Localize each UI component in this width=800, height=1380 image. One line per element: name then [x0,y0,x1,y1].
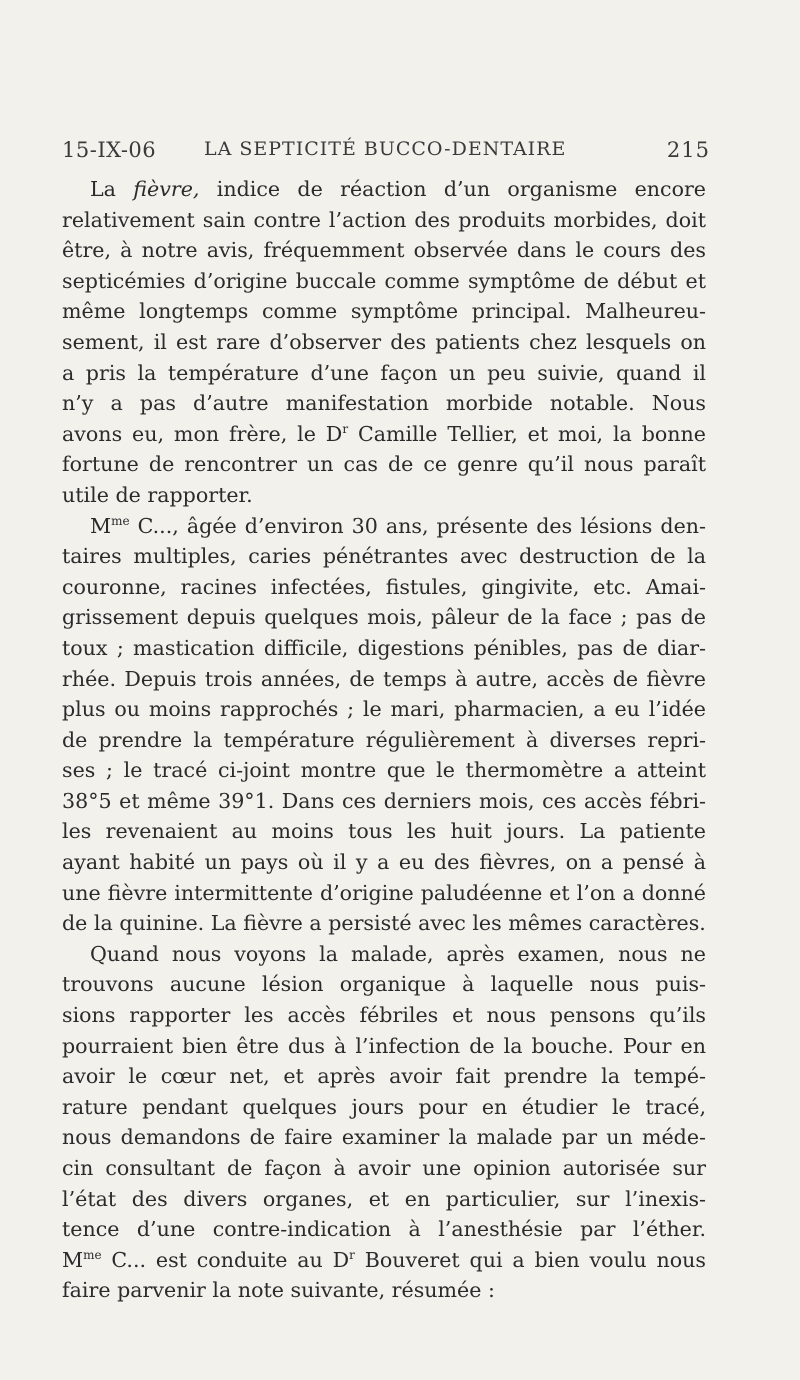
italic-word: fièvre, [133,177,200,201]
text-line: n’y a pas d’autre manifestation morbide notable. Nous [62,391,706,416]
text-line: trouvons aucune lésion organique à laquelle nous puis- [62,972,706,997]
paragraph-1 [62,174,706,511]
text-line: nous demandons de faire examiner la malade par un méde- [62,1125,706,1150]
text-line: plus ou moins rapprochés ; le mari, pharmacien, a eu l’idée [62,697,706,722]
text-line: ses ; le tracé ci-joint montre que le thermomètre a atteint [62,758,706,783]
text-line: rhée. Depuis trois années, de temps à autre, accès de fièvre [62,666,706,691]
text-line: 38°5 et même 39°1. Dans ces derniers mois, ces accès fébri- [62,788,706,813]
text-line: La fièvre, indice de réaction d’un organisme encore [90,177,706,201]
text-line: cin consultant de façon à avoir une opinion autorisée sur [62,1156,706,1180]
running-header [62,138,710,172]
text-line: tence d’une contre-indication à l’anesthésie par l’éther. [62,1217,706,1242]
text-line: une fièvre intermittente d’origine paludéenne et l’on a donné [62,880,706,905]
header-date: 15-IX-06 [62,138,157,162]
text-line: $M^{me}$ C... est conduite au $D^r$ Bouveret qui a bien voulu nous [62,1247,706,1272]
text-line: a pris la température d’une façon un peu suivie, quand il [62,360,706,385]
text-line: les revenaient au moins tous les huit jours. La patiente [62,819,706,844]
paragraph-2 [62,511,706,939]
text-line: Quand nous voyons la malade, après examen, nous ne [90,941,706,966]
text-line: l’état des divers organes, et en particulier, sur l’inexis- [62,1186,706,1211]
page-number: 215 [666,138,710,162]
text-line: de prendre la température régulièrement à diverses repri- [62,727,706,752]
header-title: LA SEPTICITÉ BUCCO-DENTAIRE [204,138,567,160]
text-line: $M^{me}$ C..., âgée d’environ 30 ans, présente des lésions den- [90,513,706,538]
text-line: même longtemps comme symptôme principal. Malheureu- [62,299,706,324]
text-line: taires multiples, caries pénétrantes avec destruction de la [62,544,706,569]
text-line: couronne, racines infectées, fistules, gingivite, etc. Amai- [62,574,706,599]
paragraph-3 [62,939,706,1306]
text-line: sions rapporter les accès fébriles et nous pensons qu’ils [62,1003,706,1028]
text-line: fortune de rencontrer un cas de ce genre qu’il nous paraît [62,452,706,477]
text-line: sement, il est rare d’observer des patients chez lesquels on [62,329,706,354]
text-line: grissement depuis quelques mois, pâleur de la face ; pas de [62,605,706,630]
body-text [62,174,706,1306]
text-line: toux ; mastication difficile, digestions pénibles, pas de diar- [62,635,706,660]
text-line: avons eu, mon frère, le $D^r$ Camille Tellier, et moi, la bonne [62,421,706,446]
text-line: ayant habité un pays où il y a eu des fièvres, on a pensé à [62,850,706,875]
text-line: septicémies d’origine buccale comme symptôme de début et [62,268,706,293]
text-line: relativement sain contre l’action des produits morbides, doit [62,207,706,232]
text-line: pourraient bien être dus à l’infection de la bouche. Pour en [62,1033,706,1058]
text-line: avoir le cœur net, et après avoir fait prendre la tempé- [62,1064,706,1089]
text-line: faire parvenir la note suivante, résumée : [62,1278,495,1303]
text-line: de la quinine. La fièvre a persisté avec les mêmes caractères. [62,911,706,936]
text-line: rature pendant quelques jours pour en étudier le tracé, [62,1094,706,1119]
text-line: utile de rapporter. [62,482,253,507]
text-line: être, à notre avis, fréquemment observée dans le cours des [62,238,706,263]
